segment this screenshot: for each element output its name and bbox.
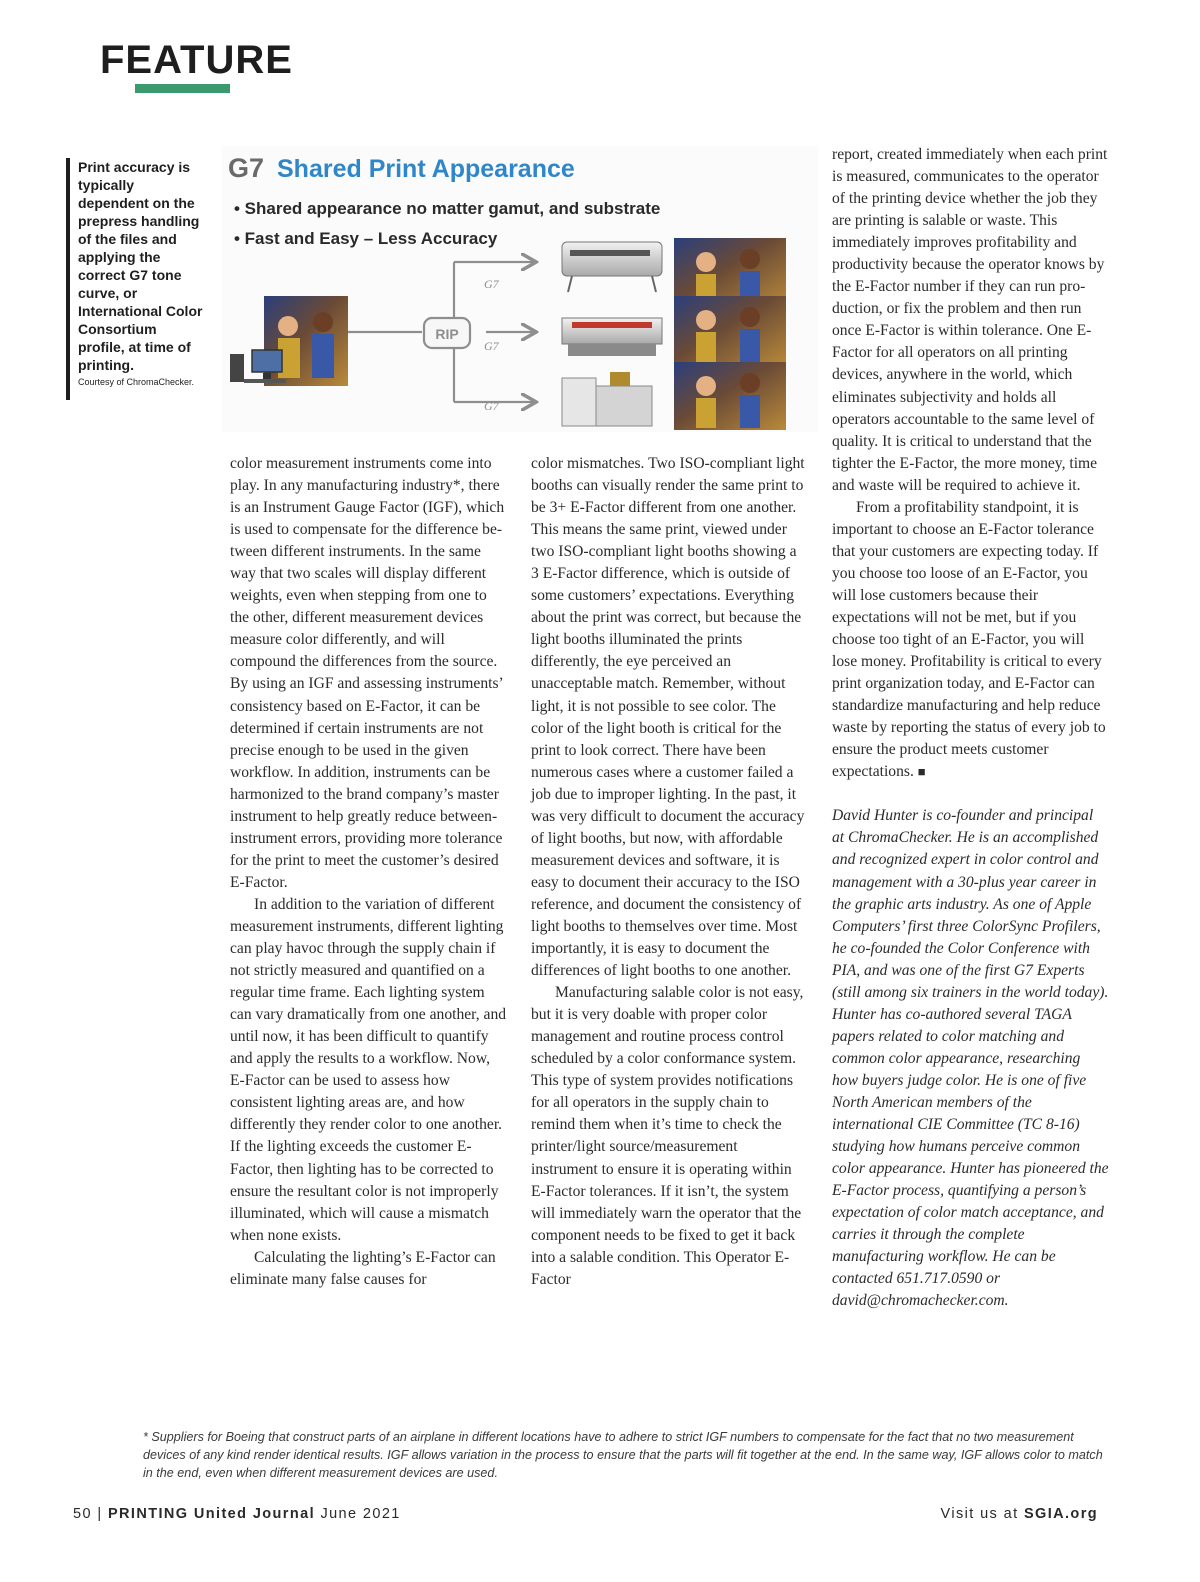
article-column-2 — [531, 453, 808, 1291]
diagram-bullet-1: • Shared appearance no matter gamut, and substrate — [234, 199, 661, 218]
wide-format-printer — [562, 242, 662, 292]
caption-text: Print accuracy is typically dependent on the prepress handling of the files and applying the correct G7 tone curve, or International Color Consortium profile, at time of printing. — [78, 159, 203, 373]
end-mark-icon: ■ — [917, 764, 926, 780]
footer-folio — [73, 1506, 401, 1522]
g7-label-middle: G7 — [484, 339, 499, 353]
author-bio: David Hunter is co-founder and principal at ChromaChecker. He is an accomplished and recognized expert in color control and management with a 30-plus year career in the graphic arts industry. As one of Apple Computers’ first three ColorSync Profilers, he co-founded the Color Conference with PIA, and was one of the first G7 Experts (still among six trainers in the world today). Hunter has co-authored several TAGA papers related to color matching and common color appearance, researching how buyers judge color. He is one of five North American members of the international CIE Committee (TC 8-16) studying how humans perceive common color appearance. Hunter has pioneered the E-Factor process, quantifying a person’s expectation of color match acceptance, and carries it through the complete manufacturing workflow. He can be contacted 651.717.0590 or david@chromachecker.com. — [832, 807, 1109, 1310]
page-number: 50 — [73, 1506, 92, 1522]
paragraph — [832, 497, 1109, 784]
paragraph: color measurement instruments come into play. In any manufacturing industry*, there is an Instrument Gauge Factor (IGF), which is used to compensate for the difference between different instruments. In the same way that two scales will display different weights, even when stepping from one to the other, different measurement devices measure color differently, and will compound the differences from the source. By using an IGF and assessing instruments’ consistency based on E-Factor, it can be determined if certain instruments are not precise enough to be used in the given workflow. In addition, instruments can be harmonized to the brand company’s master instrument to help greatly reduce between-instrument errors, providing more tolerance for the print to meet the customer’s desired E-Factor. — [230, 455, 505, 891]
production-press — [562, 372, 652, 426]
output-print-3 — [674, 362, 786, 430]
rip-node — [424, 318, 470, 348]
issue-date: June 2021 — [320, 1506, 401, 1522]
paragraph: Calculating the lighting’s E-Factor can eliminate many false causes for — [230, 1248, 496, 1288]
visit-text: Visit us at — [940, 1506, 1019, 1522]
flatbed-printer — [562, 318, 662, 356]
diagram-title: Shared Print Appearance — [277, 155, 575, 183]
rip-label: RIP — [435, 326, 459, 342]
publication-name: PRINTING United Journal — [107, 1506, 315, 1522]
footer-visit — [941, 1506, 1098, 1522]
g7-diagram-figure — [222, 146, 818, 432]
figure-caption — [66, 158, 204, 400]
g7-diagram — [222, 146, 818, 432]
paragraph: color mismatches. Two ISO-compliant light booths can visually render the same print to be 3+ E-Factor different from one another. This means the same print, viewed under two ISO-compliant light booths showing a 3 E-Factor difference, which is outside of some customers’ expectations. Everything about the print was correct, but because the light booths illuminated the prints differently, the eye perceived an unacceptable match. Remember, without light, it is not possible to see color. The color of the light booth is critical for the print to look correct. There have been numerous cases where a customer failed a job due to improper lighting. In the past, it was very difficult to document the accuracy of light booths, but now, with affordable measurement devices and software, it is easy to document their accuracy to the ISO reference, and document the consistency of light booths to themselves over time. Most importantly, it is easy to document the differences of light booths to one another. — [531, 455, 805, 980]
output-print-2 — [674, 296, 786, 366]
section-rule — [135, 84, 230, 93]
section-label: FEATURE — [100, 38, 293, 82]
diagram-bullet-2: • Fast and Easy – Less Accuracy — [234, 229, 498, 248]
footer-separator: | — [97, 1506, 103, 1522]
footnote: * Suppliers for Boeing that construct parts of an airplane in different locations have to adhere to strict IGF numbers to compensate for the fact that no two measurement devices of any kind render identical results. IGF allows variation in the process to ensure that the parts will fit together at the end. In the same way, IGF allows color to match in the end, even when different measurement devices are used. — [143, 1430, 1103, 1480]
paragraph: Manufacturing salable color is not easy, but it is very doable with proper color management and routine process control scheduled by a color conformance system. This type of system provides notifications for all operators in the supply chain to remind them when it’s time to check the printer/light source/measurement instrument to ensure it is operating within E-Factor tolerances. If it isn’t, the system will immediately warn the operator that the component needs to be fixed to get it back into a salable condition. This Operator E-Factor — [531, 984, 804, 1288]
page-footer — [73, 1506, 1098, 1526]
paragraph-text: From a profitability standpoint, it is important to choose an E-Factor tolerance that your customers are expecting today. If you choose too loose of an E-Factor, you will lose customers because their expectations will not be met, but if you choose too tight of an E-Factor, you will lose money. Profitability is critical to every print organization today, and E-Factor can standardize manufacturing and help reduce waste by reporting the status of every job to ensure the product meets customer expectations. — [832, 498, 1106, 781]
g7-logo: G7 — [228, 153, 265, 183]
g7-label-top: G7 — [484, 277, 499, 291]
article-column-3 — [832, 144, 1109, 1312]
paragraph: In addition to the variation of different measurement instruments, different lighting can play havoc through the supply chain if not strictly measured and quantified on a regular time frame. Each lighting system can vary dramatically from one another, and until now, it has been difficult to quantify and apply the results to a workflow. Now, E-Factor can be used to assess how consistent lighting areas are, and how differently they render color to one another. If the lighting exceeds the customer E-Factor, then lighting has to be corrected to ensure the resultant color is not improperly illuminated, which will cause a mismatch when none exists. — [230, 895, 507, 1244]
caption-credit: Courtesy of ChromaChecker. — [78, 377, 195, 387]
article-column-1 — [230, 453, 507, 1291]
paragraph: report, created immediately when each print is measured, communicates to the operator of the printing device whether the job they are printing is salable or waste. This immediately improves profitability and productivity because the operator knows by the E-Factor number if they can run production, or fix the problem and then run once E-Factor is within tolerance. One E-Factor for all operators on all printing devices, anywhere in the world, which eliminates subjectivity and holds all operators accountable to the same level of quality. It is critical to understand that the tighter the E-Factor, the more money, time and waste will be required to achieve it. — [832, 146, 1108, 494]
g7-label-bottom: G7 — [484, 399, 499, 413]
site-link[interactable]: SGIA.org — [1023, 1506, 1098, 1522]
